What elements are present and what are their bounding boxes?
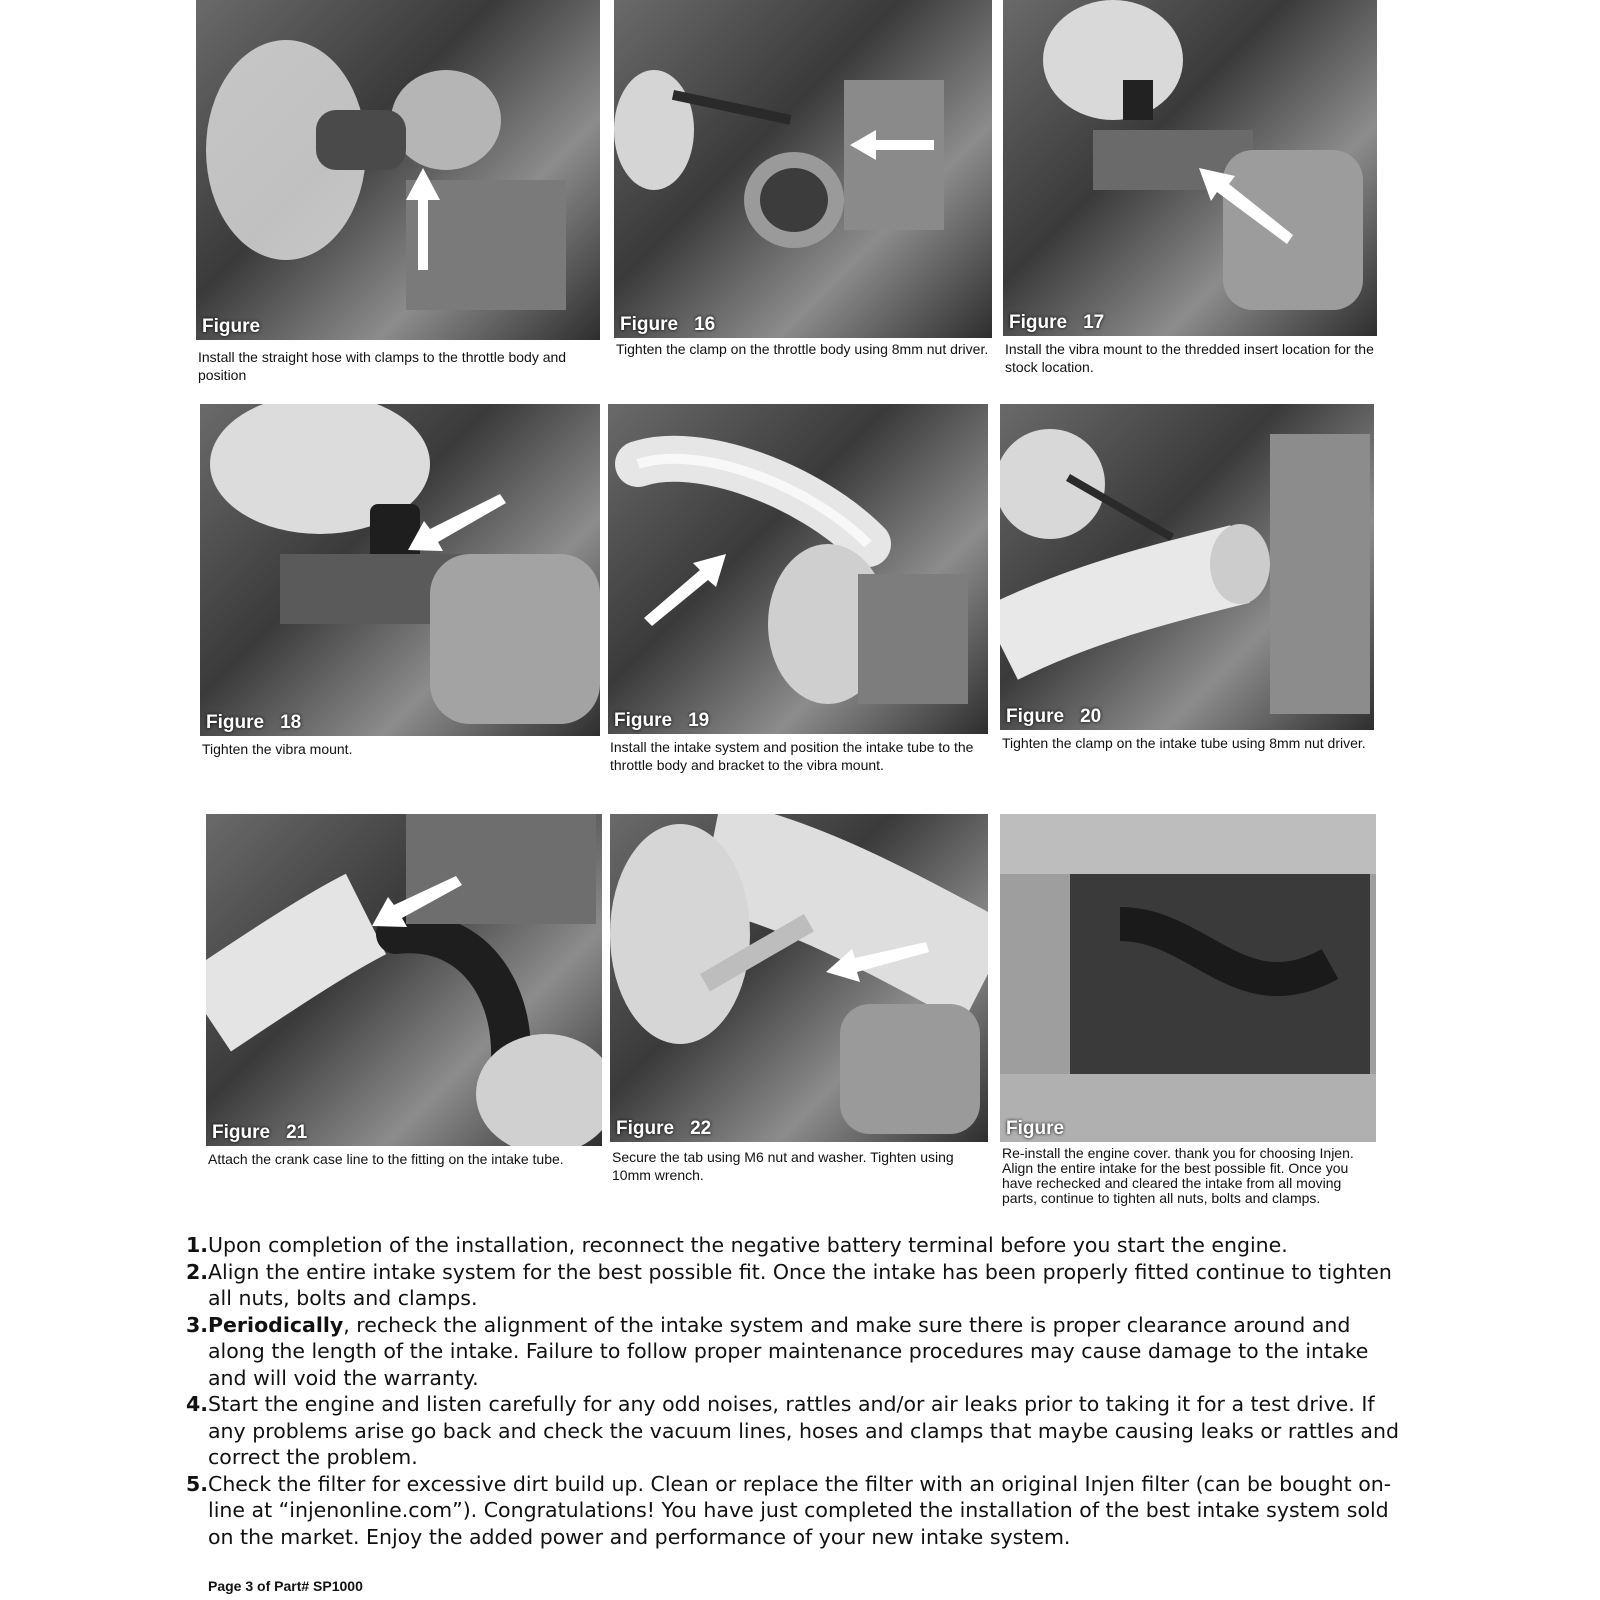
figure-16 <box>614 0 994 390</box>
figure-caption: Secure the tab using M6 nut and washer. Tighten using 10mm wrench. <box>612 1149 954 1183</box>
engine-photo <box>1000 814 1376 1142</box>
engine-photo <box>614 0 992 338</box>
engine-photo <box>608 404 988 734</box>
figure-label: Figure 20 <box>1006 706 1102 727</box>
engine-photo <box>196 0 600 340</box>
figure-label: Figure 18 <box>206 712 302 733</box>
figure-caption: Attach the crank case line to the fitting on the intake tube. <box>208 1151 564 1167</box>
figure-caption: Tighten the clamp on the throttle body using 8mm nut driver. <box>616 341 989 357</box>
page-footer: Page 3 of Part# SP1000 <box>208 1578 363 1594</box>
figure-caption: Re-install the engine cover. thank you for choosing Injen. Align the entire intake for the best possible fit. Once you have rechecked and cleared the intake from all moving parts, continue to tighten all nuts, bolts and clamps. <box>1002 1145 1354 1206</box>
figure-17 <box>1003 0 1383 390</box>
figure-caption: Install the straight hose with clamps to the throttle body and position <box>198 349 567 383</box>
instruction-item: 1. Upon completion of the installation, reconnect the negative battery terminal before you start the engine. <box>186 1233 1288 1257</box>
engine-photo <box>610 814 988 1142</box>
figure-label: Figure <box>202 316 261 337</box>
instruction-list <box>186 1232 1406 1550</box>
figure-caption: Tighten the vibra mount. <box>202 741 353 757</box>
figure-caption: Install the vibra mount to the thredded insert location for the stock location. <box>1005 341 1374 375</box>
instruction-item: 2. Align the entire intake system for the best possible fit. Once the intake has been properly fitted continue to tighten all nuts, bolts and clamps. <box>186 1259 1392 1310</box>
instruction-item: 3. Periodically, recheck the alignment of the intake system and make sure there is proper clearance around and along the length of the intake. Failure to follow proper maintenance procedures may cause damage to the intake and will void the warranty. <box>186 1312 1369 1390</box>
figure-22 <box>610 814 992 1194</box>
instruction-item: 4. Start the engine and listen carefully for any odd noises, rattles and/or air leaks prior to taking it for a test drive. If any problems arise go back and check the vacuum lines, hoses and clamps that maybe causing leaks or rattles and correct the problem. <box>186 1392 1400 1469</box>
figure-19 <box>608 404 990 774</box>
figure-label: Figure <box>1006 1118 1065 1139</box>
figure-label: Figure 16 <box>620 314 716 335</box>
figure-caption: Install the intake system and position the intake tube to the throttle body and bracket to the vibra mount. <box>610 739 974 773</box>
engine-photo <box>1003 0 1377 336</box>
figure-label: Figure 21 <box>212 1122 308 1143</box>
engine-photo <box>206 814 602 1146</box>
figure-20 <box>1000 404 1382 774</box>
figure-caption: Tighten the clamp on the intake tube using 8mm nut driver. <box>1002 735 1366 751</box>
figure-21 <box>206 814 606 1194</box>
figure-label: Figure 17 <box>1009 312 1105 333</box>
figure-23 <box>1000 814 1384 1224</box>
engine-photo <box>1000 404 1374 730</box>
figure-label: Figure 22 <box>616 1118 712 1139</box>
figure-18 <box>200 404 602 774</box>
engine-photo <box>200 404 600 736</box>
instruction-item: 5. Check the filter for excessive dirt build up. Clean or replace the filter with an original Injen filter (can be bought on-line at “injenonline.com”). Congratulations! You have just completed the installation of the best intake system sold on the market. Enjoy the added power and performance of your new intake system. <box>186 1471 1392 1549</box>
figure-15 <box>196 0 602 390</box>
figure-label: Figure 19 <box>614 710 710 731</box>
